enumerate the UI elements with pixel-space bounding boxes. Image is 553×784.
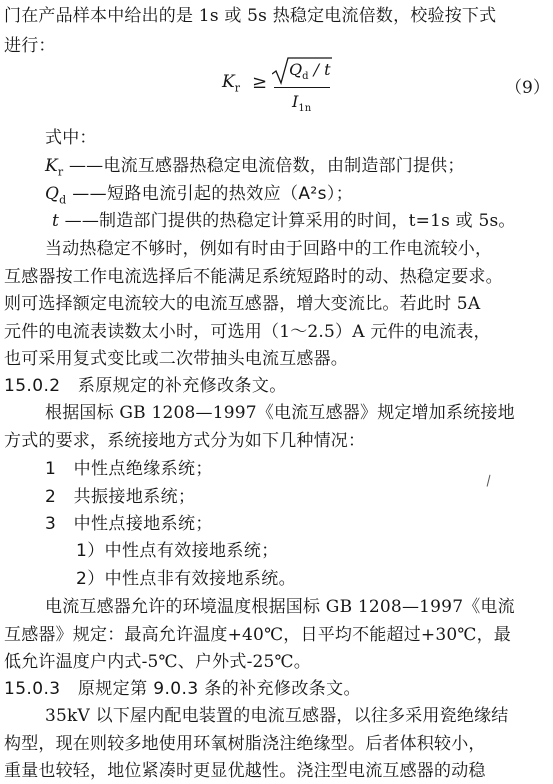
paragraph-line: 进行： <box>4 36 56 56</box>
section-heading-15-0-3: 15.0.3 原规定第 9.0.3 条的补充修改条文。 <box>4 679 361 699</box>
section-heading-15-0-2: 15.0.2 系原规定的补充修改条文。 <box>4 376 287 396</box>
fraction-bar <box>274 87 330 88</box>
formula-numerator: $Q_d$ / t <box>289 60 331 83</box>
definition-qd: $Q_d$ ——短路电流引起的热效应（A²s）； <box>45 184 354 207</box>
paragraph-line: 构型，现在则较多地使用环氧树脂浇注绝缘型。后者体积较小， <box>4 734 486 754</box>
paragraph-line: 电流互感器允许的环境温度根据国标 GB 1208—1997《电流 <box>45 597 515 617</box>
formula-relation: ≥ <box>252 72 268 93</box>
paragraph-line: 重量也较轻，地位紧凑时更显优越性。浇注型电流互感器的动稳 <box>4 761 486 781</box>
definition-kr: $K_r$ ——电流互感器热稳定电流倍数，由制造部门提供； <box>45 156 465 179</box>
sub-list-item: 2）中性点非有效接地系统。 <box>76 569 297 589</box>
scan-mark <box>487 475 494 488</box>
where-intro: 式中： <box>45 128 97 148</box>
sub-list-item: 1）中性点有效接地系统； <box>76 541 279 561</box>
list-item: 3 中性点接地系统； <box>45 514 213 534</box>
paragraph-line: 互感器》规定：最高允许温度+40℃，日平均不能超过+30℃，最 <box>4 625 511 645</box>
list-item: 1 中性点绝缘系统； <box>45 459 213 479</box>
paragraph-line: 则可选择额定电流较大的电流互感器，增大变流比。若此时 5A <box>4 294 481 314</box>
paragraph-line: 元件的电流表读数太小时，可选用（1～2.5）A 元件的电流表， <box>4 322 491 342</box>
definition-t: t ——制造部门提供的热稳定计算采用的时间，t=1s 或 5s。 <box>52 211 516 231</box>
paragraph-line: 互感器按工作电流选择后不能满足系统短路时的动、热稳定要求。 <box>4 267 503 287</box>
paragraph-line: 门在产品样本中给出的是 1s 或 5s 热稳定电流倍数，校验按下式 <box>4 6 497 26</box>
equation-number: （9） <box>505 78 550 98</box>
paragraph-line: 当动热稳定不够时，例如有时由于回路中的工作电流较小， <box>45 239 493 259</box>
paragraph-line: 根据国标 GB 1208—1997《电流互感器》规定增加系统接地 <box>45 403 515 423</box>
paragraph-line: 低允许温度户内式-5℃、户外式-25℃。 <box>4 652 311 672</box>
paragraph-line: 35kV 以下屋内配电装置的电流互感器，以往多采用瓷绝缘结 <box>45 706 509 726</box>
thermal-stability-formula <box>222 56 392 118</box>
paragraph-line: 也可采用复式变比或二次带抽头电流互感器。 <box>4 349 348 369</box>
formula-denominator: $I_{1n}$ <box>292 92 312 115</box>
formula-lhs: $K_r$ <box>222 72 240 95</box>
list-item: 2 共振接地系统； <box>45 487 196 507</box>
paragraph-line: 方式的要求，系统接地方式分为如下几种情况： <box>4 431 366 451</box>
